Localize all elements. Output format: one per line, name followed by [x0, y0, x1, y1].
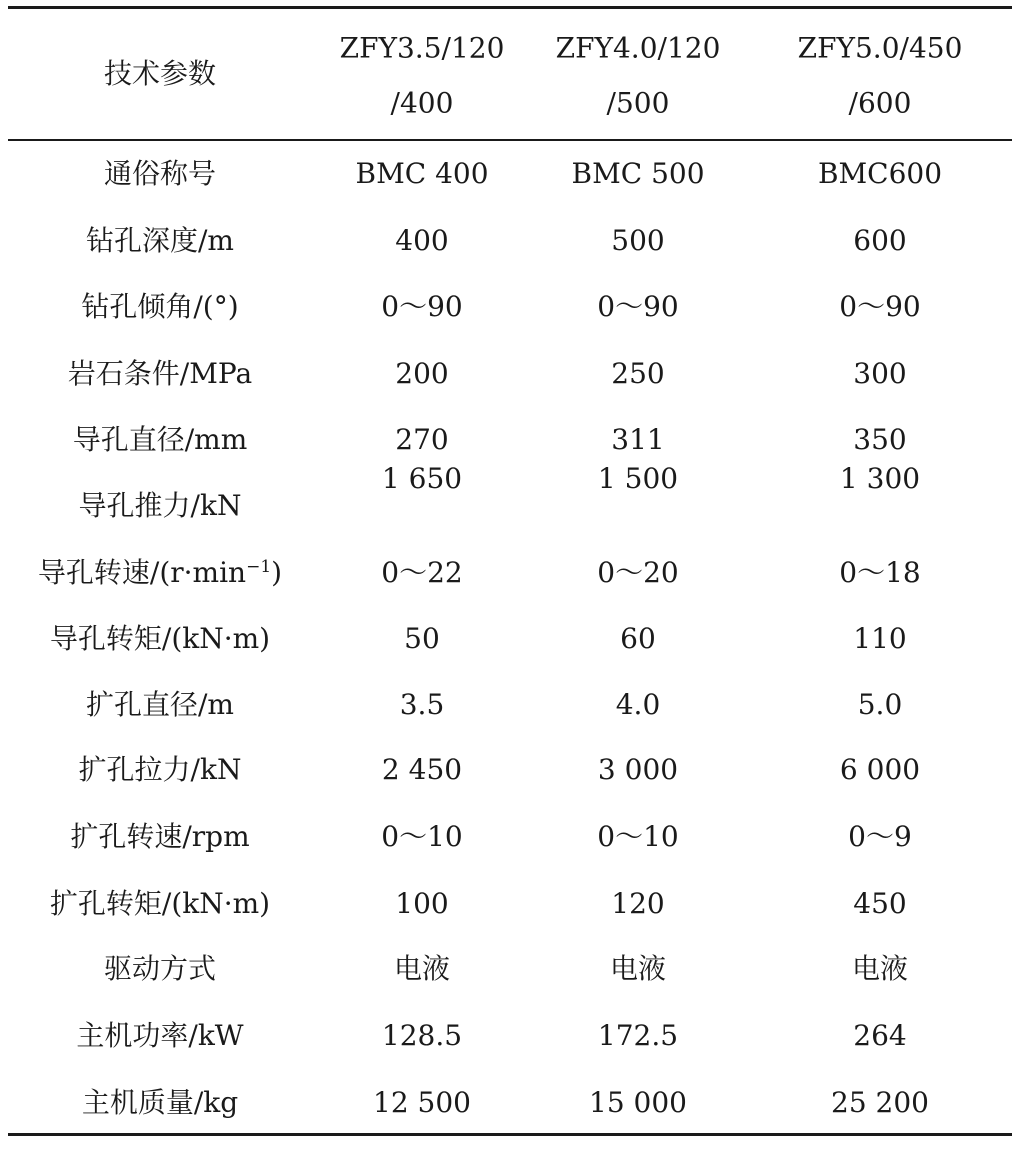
header-rule [8, 139, 1012, 141]
row-value: 25 200 [831, 1086, 929, 1119]
row-value: 450 [853, 887, 907, 920]
row-label: 导孔转速$/(r\cdot\min^{-1})$ [37, 556, 283, 589]
row-label: 导孔直径/mm [72, 423, 248, 456]
row-value: 5.0 [857, 688, 903, 721]
row-label: 扩孔转矩/(kN·m) [49, 887, 271, 920]
row-value: 6 000 [839, 753, 921, 786]
row-value: 200 [395, 357, 449, 390]
bottom-rule [8, 1133, 1012, 1136]
row-label: 导孔转矩/(kN·m) [49, 622, 271, 655]
row-value: 60 [620, 622, 656, 655]
row-value: 电液 [393, 952, 451, 985]
row-value: 0～9 [848, 820, 912, 853]
row-value: 0～10 [381, 820, 463, 853]
header-model-2-line2: /500 [606, 86, 670, 120]
header-model-2-line1: ZFY4.0/120 [555, 31, 721, 65]
row-value: 3 000 [597, 753, 679, 786]
row-value: 4.0 [615, 688, 661, 721]
row-value: 172.5 [597, 1019, 679, 1052]
row-value: 350 [853, 423, 907, 456]
row-label: 扩孔直径/m [86, 688, 234, 721]
row-value: BMC 500 [571, 157, 705, 190]
row-label: 主机质量/kg [81, 1086, 239, 1119]
row-value: 264 [853, 1019, 907, 1052]
row-value: 1 650 [381, 462, 463, 495]
superscript: −1 [246, 557, 272, 577]
row-value: 电液 [609, 952, 667, 985]
row-value: 270 [395, 423, 449, 456]
row-value: 2 450 [381, 753, 463, 786]
row-value: 0～10 [597, 820, 679, 853]
row-value: BMC 400 [355, 157, 489, 190]
row-value: 0～20 [597, 556, 679, 589]
row-value: 电液 [851, 952, 909, 985]
row-label: 钻孔倾角/(°) [81, 290, 239, 323]
header-param-label: 技术参数 [103, 57, 217, 90]
row-value: 600 [853, 224, 907, 257]
row-label: 驱动方式 [103, 952, 217, 985]
row-value: 311 [611, 423, 665, 456]
row-value: 100 [395, 887, 449, 920]
row-value: 15 000 [589, 1086, 687, 1119]
row-value: 0～90 [839, 290, 921, 323]
header-model-3-line1: ZFY5.0/450 [797, 31, 963, 65]
row-value: 110 [853, 622, 907, 655]
row-label: 主机功率/kW [76, 1019, 244, 1052]
row-value: 1 500 [597, 462, 679, 495]
top-rule [8, 6, 1012, 9]
row-label: 导孔推力/kN [78, 489, 242, 522]
row-label: 扩孔拉力/kN [78, 753, 242, 786]
header-model-1-line1: ZFY3.5/120 [339, 31, 505, 65]
row-value: 500 [611, 224, 665, 257]
header-model-1-line2: /400 [390, 86, 454, 120]
row-value: 300 [853, 357, 907, 390]
header-model-3-line2: /600 [848, 86, 912, 120]
row-value: 120 [611, 887, 665, 920]
row-value: 12 500 [373, 1086, 471, 1119]
row-value: 400 [395, 224, 449, 257]
row-label: 扩孔转速/rpm [70, 820, 250, 853]
row-value: 0～90 [381, 290, 463, 323]
row-label: 通俗称号 [103, 157, 217, 190]
row-label: 岩石条件/MPa [67, 357, 253, 390]
row-value: 250 [611, 357, 665, 390]
row-value: 0～18 [839, 556, 921, 589]
row-value: BMC600 [817, 157, 943, 190]
row-value: 3.5 [399, 688, 445, 721]
row-value: 0～22 [381, 556, 463, 589]
row-value: 1 300 [839, 462, 921, 495]
row-value: 50 [404, 622, 440, 655]
row-value: 128.5 [381, 1019, 463, 1052]
row-label: 钻孔深度/m [86, 224, 234, 257]
row-value: 0～90 [597, 290, 679, 323]
